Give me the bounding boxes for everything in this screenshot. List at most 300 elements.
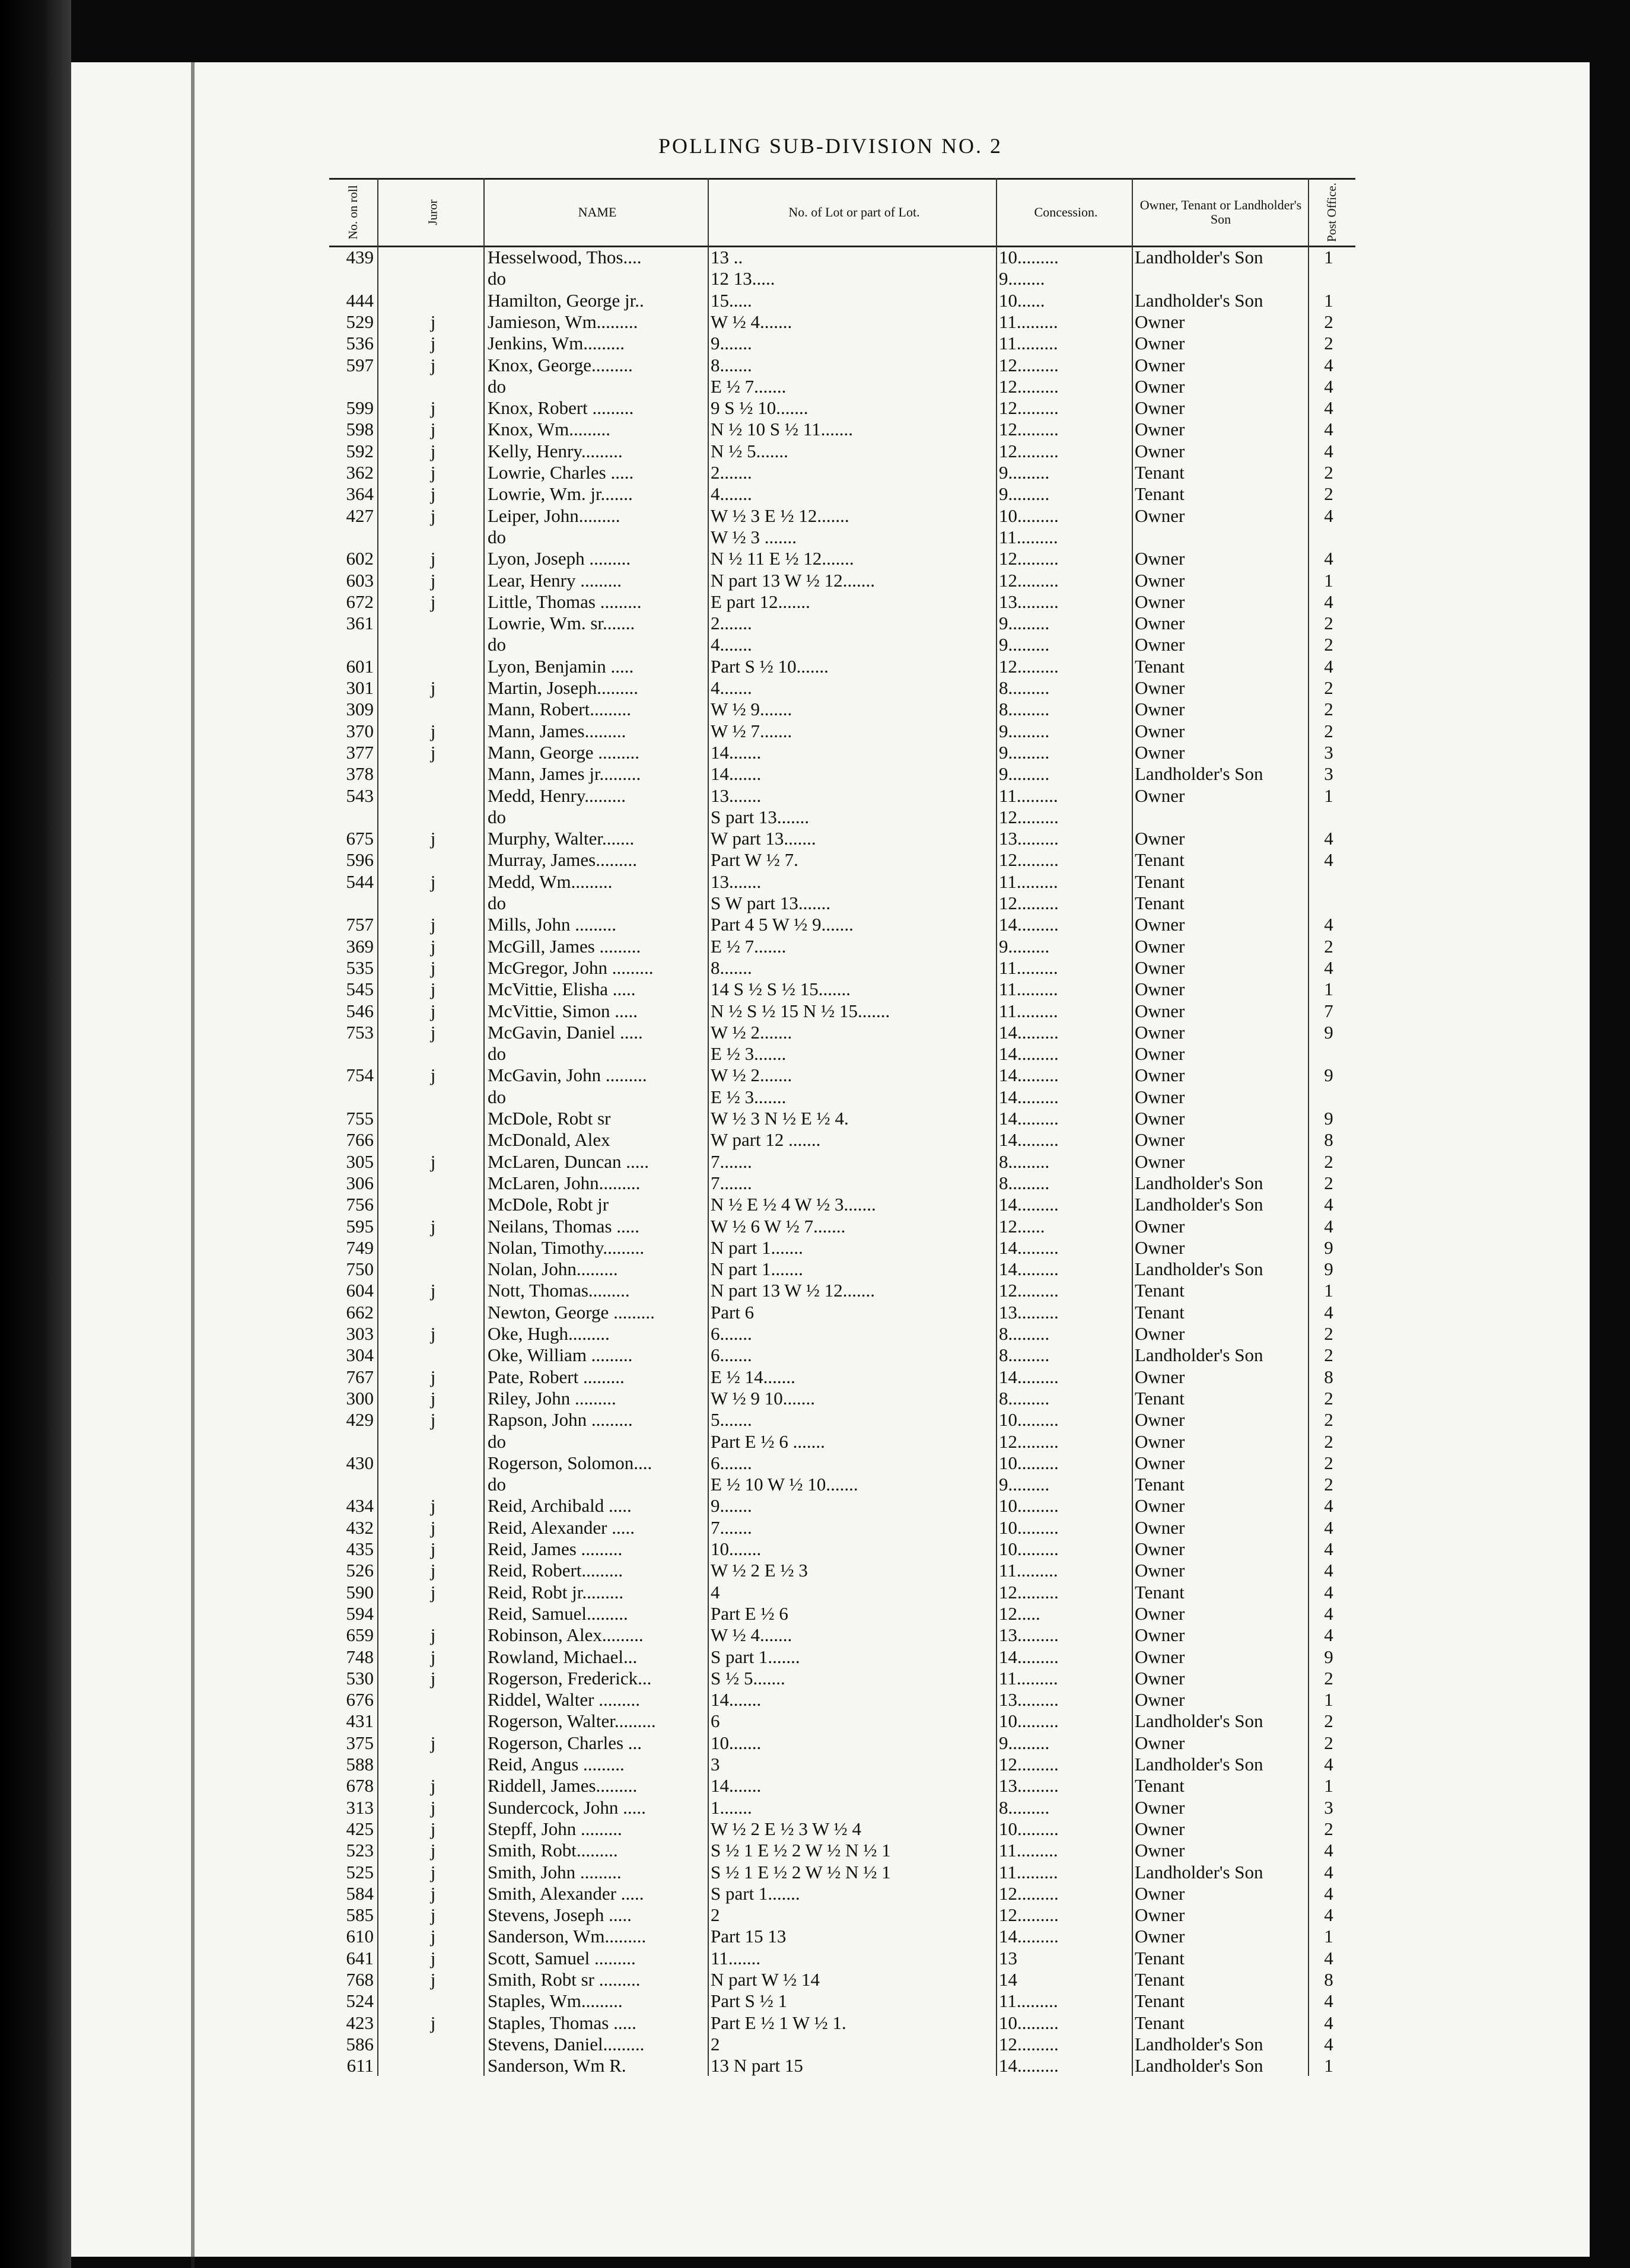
lot-number: 14 S ½ S ½ 15.......	[711, 979, 851, 1000]
voter-name: McGill, James .........	[488, 935, 641, 957]
concession-number: 8.........	[999, 677, 1050, 698]
post-office-number: 1	[1324, 1926, 1333, 1947]
voter-name: do	[488, 1474, 506, 1495]
concession-number: 9........	[999, 268, 1045, 289]
voter-name: Martin, Joseph.........	[488, 677, 639, 698]
concession-number: 8.........	[999, 1796, 1050, 1818]
table-row	[0, 1797, 1630, 1818]
tenure-status: Owner	[1135, 1495, 1185, 1517]
lot-number: 13 ..	[711, 247, 743, 267]
lot-number: 8.......	[711, 957, 752, 978]
column-header-lot: No. of Lot or part of Lot.	[788, 204, 920, 219]
concession-number: 10.........	[999, 1710, 1059, 1732]
juror-mark: j	[430, 1366, 436, 1387]
juror-mark: j	[430, 1969, 436, 1990]
tenure-status: Owner	[1135, 741, 1185, 763]
roll-number: 766	[346, 1129, 374, 1151]
table-row	[0, 355, 1630, 376]
voter-name: Lyon, Benjamin .....	[488, 655, 634, 677]
post-office-number: 4	[1324, 397, 1333, 419]
tenure-status: Owner	[1135, 1882, 1185, 1904]
tenure-status: Landholder's Son	[1135, 247, 1263, 267]
voter-name: Pate, Robert .........	[488, 1366, 625, 1387]
table-row	[0, 1689, 1630, 1710]
juror-mark: j	[430, 354, 436, 375]
roll-number: 439	[346, 247, 374, 267]
lot-number: Part S ½ 1	[711, 1990, 788, 2012]
voter-name: Rapson, John .........	[488, 1409, 633, 1431]
tenure-status: Owner	[1135, 979, 1185, 1000]
concession-number: 9.........	[999, 935, 1050, 957]
lot-number: W part 13.......	[711, 828, 816, 849]
juror-mark: j	[430, 311, 436, 332]
tenure-status: Landholder's Son	[1135, 1194, 1263, 1215]
tenure-status: Landholder's Son	[1135, 289, 1263, 311]
concession-number: 11.........	[999, 979, 1058, 1000]
voter-name: McLaren, John.........	[488, 1172, 641, 1193]
roll-number: 767	[346, 1366, 374, 1387]
voter-name: Hesselwood, Thos....	[488, 247, 642, 267]
post-office-number: 9	[1324, 1065, 1333, 1086]
post-office-number: 7	[1324, 1000, 1333, 1021]
table-row	[0, 2012, 1630, 2034]
juror-mark: j	[430, 1000, 436, 1021]
concession-number: 12.........	[999, 1581, 1059, 1603]
concession-number: 14.........	[999, 914, 1059, 935]
concession-number: 14.........	[999, 1646, 1059, 1667]
juror-mark: j	[430, 1882, 436, 1904]
roll-number: 377	[346, 741, 374, 763]
lot-number: W ½ 9 10.......	[711, 1387, 815, 1409]
table-row	[0, 1603, 1630, 1624]
concession-number: 12.........	[999, 655, 1059, 677]
roll-number: 749	[346, 1237, 374, 1258]
table-row	[0, 1022, 1630, 1043]
post-office-number: 2	[1324, 1710, 1333, 1732]
post-office-number: 4	[1324, 375, 1333, 397]
lot-number: 2.......	[711, 613, 752, 634]
column-header-roll: No. on roll	[346, 184, 361, 240]
post-office-number: 4	[1324, 914, 1333, 935]
roll-number: 529	[346, 311, 374, 332]
concession-number: 12.........	[999, 1882, 1059, 1904]
tenure-status: Owner	[1135, 1667, 1185, 1689]
juror-mark: j	[430, 1861, 436, 1882]
concession-number: 14.........	[999, 1043, 1059, 1065]
post-office-number: 2	[1324, 699, 1333, 720]
lot-number: S W part 13.......	[711, 893, 831, 913]
post-office-number: 9	[1324, 1646, 1333, 1667]
post-office-number: 1	[1324, 247, 1333, 267]
lot-number: W ½ 2.......	[711, 1021, 792, 1043]
concession-number: 14.........	[999, 1926, 1059, 1947]
table-row	[0, 1883, 1630, 1904]
post-office-number: 4	[1324, 849, 1333, 871]
post-office-number: 4	[1324, 1947, 1333, 1968]
table-row	[0, 1194, 1630, 1215]
voter-name: do	[488, 268, 506, 289]
voter-name: do	[488, 1043, 506, 1065]
roll-number: 753	[346, 1021, 374, 1043]
lot-number: 11.......	[711, 1947, 761, 1968]
post-office-number: 4	[1324, 1560, 1333, 1581]
roll-number: 601	[346, 655, 374, 677]
concession-number: 12.........	[999, 2033, 1059, 2054]
lot-number: 13 N part 15	[711, 2055, 803, 2076]
lot-number: 14.......	[711, 763, 762, 785]
lot-number: W ½ 4.......	[711, 311, 792, 332]
table-row	[0, 397, 1630, 419]
lot-number: 6	[711, 1710, 720, 1732]
concession-number: 14.........	[999, 1366, 1059, 1387]
voter-name: Reid, Robt jr.........	[488, 1581, 624, 1603]
juror-mark: j	[430, 440, 436, 461]
voter-name: Nolan, Timothy.........	[488, 1237, 645, 1258]
lot-number: 6.......	[711, 1323, 752, 1344]
voter-name: McDonald, Alex	[488, 1129, 610, 1151]
table-row	[0, 1108, 1630, 1129]
concession-number: 14.........	[999, 1065, 1059, 1086]
tenure-status: Landholder's Son	[1135, 1259, 1263, 1280]
juror-mark: j	[430, 569, 436, 591]
voter-name: McGavin, Daniel .....	[488, 1021, 643, 1043]
post-office-number: 4	[1324, 1215, 1333, 1237]
table-row	[0, 1732, 1630, 1754]
table-row	[0, 419, 1630, 440]
concession-number: 12.........	[999, 354, 1059, 375]
concession-number: 9.........	[999, 483, 1050, 505]
roll-number: 597	[346, 354, 374, 375]
table-row	[0, 807, 1630, 828]
post-office-number: 4	[1324, 1301, 1333, 1323]
voter-name: Reid, Archibald .....	[488, 1495, 632, 1517]
post-office-number: 2	[1324, 613, 1333, 634]
table-row	[0, 1431, 1630, 1452]
roll-number: 444	[346, 289, 374, 311]
juror-mark: j	[430, 979, 436, 1000]
table-row	[0, 1668, 1630, 1689]
juror-mark: j	[430, 419, 436, 440]
tenure-status: Owner	[1135, 957, 1185, 978]
voter-name: Little, Thomas .........	[488, 591, 642, 612]
roll-number: 375	[346, 1732, 374, 1753]
lot-number: 13.......	[711, 785, 762, 806]
post-office-number: 4	[1324, 1495, 1333, 1517]
post-office-number: 4	[1324, 2033, 1333, 2054]
tenure-status: Tenant	[1135, 893, 1185, 913]
post-office-number: 4	[1324, 440, 1333, 461]
post-office-number: 1	[1324, 1775, 1333, 1796]
table-row	[0, 1969, 1630, 1990]
table-row	[0, 1302, 1630, 1323]
post-office-number: 2	[1324, 1452, 1333, 1473]
tenure-status: Owner	[1135, 1021, 1185, 1043]
post-office-number: 4	[1324, 354, 1333, 375]
lot-number: 13.......	[711, 871, 762, 892]
voter-name: Riddel, Walter .........	[488, 1689, 640, 1710]
juror-mark: j	[430, 935, 436, 957]
roll-number: 427	[346, 505, 374, 526]
tenure-status: Owner	[1135, 1065, 1185, 1086]
post-office-number: 2	[1324, 1323, 1333, 1344]
roll-number: 300	[346, 1387, 374, 1409]
concession-number: 11.........	[999, 871, 1058, 892]
juror-mark: j	[430, 1151, 436, 1172]
voter-name: Jenkins, Wm.........	[488, 333, 625, 354]
lot-number: 7.......	[711, 1517, 752, 1538]
concession-number: 10.........	[999, 247, 1059, 267]
table-row	[0, 1129, 1630, 1151]
table-row	[0, 699, 1630, 720]
lot-number: E ½ 7.......	[711, 375, 787, 397]
concession-number: 12.........	[999, 1754, 1059, 1775]
juror-mark: j	[430, 462, 436, 483]
tenure-status: Owner	[1135, 1796, 1185, 1818]
post-office-number: 2	[1324, 1732, 1333, 1753]
tenure-status: Owner	[1135, 1366, 1185, 1387]
tenure-status: Landholder's Son	[1135, 763, 1263, 785]
concession-number: 13.........	[999, 591, 1059, 612]
lot-number: Part 4 5 W ½ 9.......	[711, 914, 854, 935]
lot-number: N part 13 W ½ 12.......	[711, 1280, 875, 1301]
juror-mark: j	[430, 548, 436, 569]
table-row	[0, 1345, 1630, 1366]
tenure-status: Owner	[1135, 1000, 1185, 1021]
voter-name: Lowrie, Wm. sr.......	[488, 613, 635, 634]
lot-number: S part 13.......	[711, 806, 810, 827]
lot-number: S ½ 5.......	[711, 1667, 785, 1689]
table-row	[0, 1323, 1630, 1345]
lot-number: E part 12.......	[711, 591, 810, 612]
tenure-status: Owner	[1135, 1409, 1185, 1431]
voter-name: Staples, Thomas .....	[488, 2012, 636, 2033]
tenure-status: Owner	[1135, 333, 1185, 354]
voter-name: do	[488, 1086, 506, 1107]
voter-name: Oke, Hugh.........	[488, 1323, 610, 1344]
lot-number: E ½ 7.......	[711, 935, 787, 957]
juror-mark: j	[430, 1840, 436, 1861]
tenure-status: Owner	[1135, 785, 1185, 806]
lot-number: Part E ½ 1 W ½ 1.	[711, 2012, 846, 2033]
table-row	[0, 721, 1630, 742]
tenure-status: Owner	[1135, 569, 1185, 591]
table-row	[0, 290, 1630, 311]
voter-name: Murray, James.........	[488, 849, 637, 871]
tenure-status: Owner	[1135, 1904, 1185, 1926]
voter-name: Reid, Samuel.........	[488, 1603, 628, 1624]
tenure-status: Owner	[1135, 699, 1185, 720]
voter-name: Smith, John .........	[488, 1861, 622, 1882]
roll-number: 596	[346, 849, 374, 871]
roll-number: 676	[346, 1689, 374, 1710]
tenure-status: Owner	[1135, 548, 1185, 569]
concession-number: 13.........	[999, 1301, 1059, 1323]
voter-name: Lowrie, Wm. jr.......	[488, 483, 633, 505]
table-row	[0, 1087, 1630, 1108]
post-office-number: 1	[1324, 785, 1333, 806]
table-row	[0, 1775, 1630, 1796]
post-office-number: 8	[1324, 1969, 1333, 1990]
lot-number: S ½ 1 E ½ 2 W ½ N ½ 1	[711, 1861, 891, 1882]
tenure-status: Owner	[1135, 591, 1185, 612]
tenure-status: Owner	[1135, 1926, 1185, 1947]
post-office-number: 4	[1324, 1840, 1333, 1861]
lot-number: W ½ 4.......	[711, 1624, 792, 1646]
table-row	[0, 548, 1630, 569]
concession-number: 14.........	[999, 1259, 1059, 1280]
roll-number: 305	[346, 1151, 374, 1172]
table-row	[0, 1517, 1630, 1538]
roll-number: 610	[346, 1926, 374, 1947]
roll-number: 756	[346, 1194, 374, 1215]
table-row	[0, 1366, 1630, 1388]
roll-number: 304	[346, 1345, 374, 1366]
tenure-status: Landholder's Son	[1135, 2055, 1263, 2076]
voter-name: Sanderson, Wm.........	[488, 1926, 647, 1947]
lot-number: 2.......	[711, 462, 752, 483]
concession-number: 11.........	[999, 1000, 1058, 1021]
post-office-number: 3	[1324, 1796, 1333, 1818]
table-row	[0, 333, 1630, 354]
tenure-status: Owner	[1135, 720, 1185, 741]
lot-number: 10.......	[711, 1732, 762, 1753]
lot-number: 6.......	[711, 1452, 752, 1473]
post-office-number: 9	[1324, 1259, 1333, 1280]
voter-name: Smith, Robt.........	[488, 1840, 618, 1861]
concession-number: 11.........	[999, 333, 1058, 354]
tenure-status: Tenant	[1135, 871, 1185, 892]
roll-number: 370	[346, 720, 374, 741]
tenure-status: Owner	[1135, 1732, 1185, 1753]
roll-number: 604	[346, 1280, 374, 1301]
table-row	[0, 268, 1630, 289]
concession-number: 12.........	[999, 397, 1059, 419]
voter-name: Stepff, John .........	[488, 1818, 622, 1839]
lot-number: 4.......	[711, 634, 752, 655]
table-row	[0, 1624, 1630, 1646]
column-header-post-office: Post Office.	[1325, 182, 1339, 242]
juror-mark: j	[430, 1065, 436, 1086]
concession-number: 12.........	[999, 1904, 1059, 1926]
voter-name: Rowland, Michael...	[488, 1646, 638, 1667]
juror-mark: j	[430, 1021, 436, 1043]
tenure-status: Owner	[1135, 375, 1185, 397]
tenure-status: Landholder's Son	[1135, 1172, 1263, 1193]
table-row	[0, 742, 1630, 763]
juror-mark: j	[430, 505, 436, 526]
concession-number: 9.........	[999, 1474, 1050, 1495]
voter-name: Smith, Alexander .....	[488, 1882, 644, 1904]
concession-number: 9.........	[999, 763, 1050, 785]
voter-name: Lyon, Joseph .........	[488, 548, 631, 569]
tenure-status: Owner	[1135, 1043, 1185, 1065]
concession-number: 9.........	[999, 1732, 1050, 1753]
roll-number: 423	[346, 2012, 374, 2033]
voter-name: McDole, Robt jr	[488, 1194, 609, 1215]
concession-number: 11.........	[999, 1667, 1058, 1689]
voter-name: Scott, Samuel .........	[488, 1947, 636, 1968]
post-office-number: 4	[1324, 419, 1333, 440]
lot-number: E ½ 3.......	[711, 1043, 787, 1065]
table-row	[0, 1495, 1630, 1517]
tenure-status: Tenant	[1135, 2012, 1185, 2033]
roll-number: 672	[346, 591, 374, 612]
concession-number: 11.........	[999, 957, 1058, 978]
concession-number: 12.........	[999, 548, 1059, 569]
concession-number: 10.........	[999, 1538, 1059, 1559]
tenure-status: Owner	[1135, 1129, 1185, 1151]
lot-number: S ½ 1 E ½ 2 W ½ N ½ 1	[711, 1840, 891, 1861]
tenure-status: Owner	[1135, 354, 1185, 375]
voter-name: Mills, John .........	[488, 914, 617, 935]
roll-number: 544	[346, 871, 374, 892]
roll-number: 750	[346, 1259, 374, 1280]
voter-name: Staples, Wm.........	[488, 1990, 623, 2012]
post-office-number: 3	[1324, 741, 1333, 763]
table-row	[0, 1216, 1630, 1237]
concession-number: 10.........	[999, 1818, 1059, 1839]
concession-number: 12.........	[999, 440, 1059, 461]
voter-name: McDole, Robt sr	[488, 1108, 611, 1129]
concession-number: 14.........	[999, 1194, 1059, 1215]
lot-number: N ½ E ½ 4 W ½ 3.......	[711, 1194, 876, 1215]
tenure-status: Owner	[1135, 311, 1185, 332]
post-office-number: 4	[1324, 655, 1333, 677]
post-office-number: 2	[1324, 935, 1333, 957]
roll-number: 543	[346, 785, 374, 806]
table-row	[0, 893, 1630, 914]
voter-name: Stevens, Daniel.........	[488, 2033, 645, 2054]
roll-number: 525	[346, 1861, 374, 1882]
table-row	[0, 1582, 1630, 1603]
concession-number: 13.........	[999, 828, 1059, 849]
column-header-juror: Juror	[425, 199, 440, 225]
roll-number: 584	[346, 1882, 374, 1904]
lot-number: W ½ 7.......	[711, 720, 792, 741]
concession-number: 11.........	[999, 1560, 1058, 1581]
post-office-number: 1	[1324, 979, 1333, 1000]
tenure-status: Owner	[1135, 440, 1185, 461]
roll-number: 434	[346, 1495, 374, 1517]
table-row	[0, 1388, 1630, 1409]
tenure-status: Owner	[1135, 1517, 1185, 1538]
voter-name: do	[488, 634, 506, 655]
roll-number: 364	[346, 483, 374, 505]
concession-number: 9.........	[999, 462, 1050, 483]
concession-number: 12.....	[999, 1603, 1040, 1624]
table-row	[0, 957, 1630, 979]
post-office-number: 1	[1324, 1689, 1333, 1710]
table-row	[0, 2055, 1630, 2076]
voter-name: Mann, James jr.........	[488, 763, 641, 785]
juror-mark: j	[430, 957, 436, 978]
concession-number: 12.........	[999, 849, 1059, 871]
table-row	[0, 483, 1630, 505]
table-row	[0, 311, 1630, 333]
tenure-status: Owner	[1135, 935, 1185, 957]
post-office-number: 1	[1324, 569, 1333, 591]
lot-number: 7.......	[711, 1172, 752, 1193]
post-office-number: 2	[1324, 1172, 1333, 1193]
post-office-number: 4	[1324, 505, 1333, 526]
post-office-number: 4	[1324, 548, 1333, 569]
lot-number: Part 6	[711, 1301, 754, 1323]
tenure-status: Owner	[1135, 397, 1185, 419]
table-row	[0, 1452, 1630, 1474]
roll-number: 432	[346, 1517, 374, 1538]
tenure-status: Owner	[1135, 1151, 1185, 1172]
post-office-number: 2	[1324, 1474, 1333, 1495]
